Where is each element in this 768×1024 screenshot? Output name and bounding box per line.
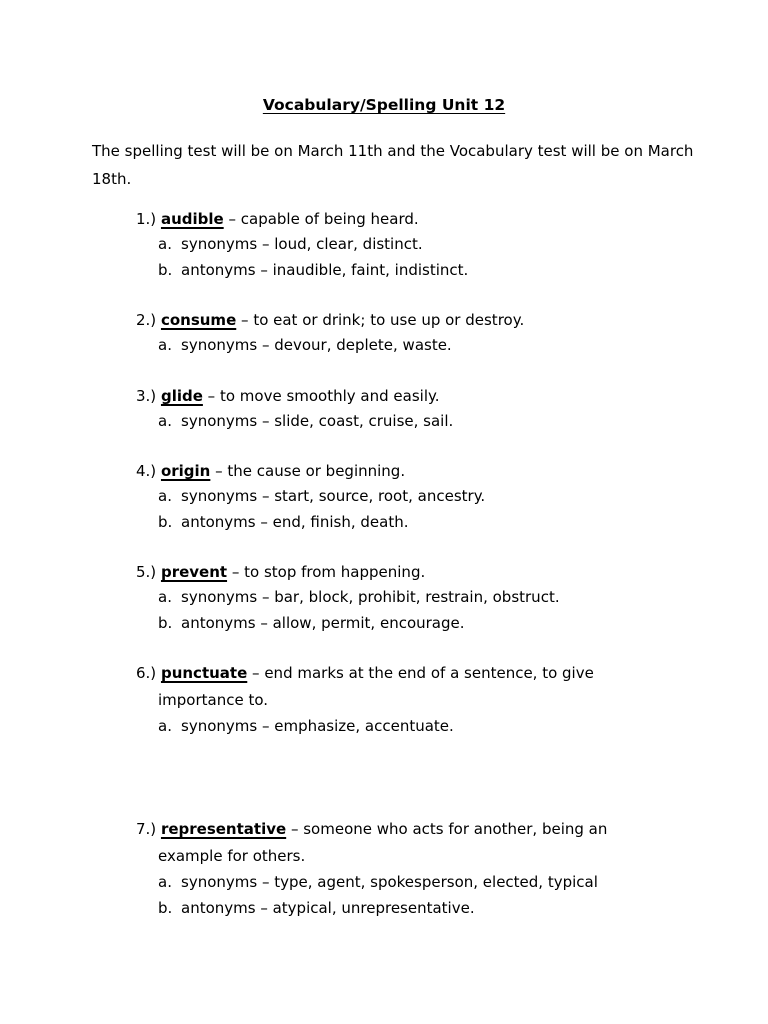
definition: someone who acts for another, being an bbox=[303, 820, 608, 838]
entry-number: 2.) bbox=[136, 311, 157, 329]
sub-text: synonyms – bar, block, prohibit, restrain, obstruct. bbox=[181, 588, 560, 606]
vocab-entry-consume bbox=[136, 307, 696, 359]
entry-number: 1.) bbox=[136, 210, 157, 228]
definition-continuation: importance to. bbox=[158, 691, 269, 709]
sub-text: synonyms – slide, coast, cruise, sail. bbox=[181, 412, 454, 430]
definition-dash: – bbox=[207, 387, 216, 405]
definition: to eat or drink; to use up or destroy. bbox=[253, 311, 525, 329]
entry-heading bbox=[136, 816, 696, 842]
entry-number: 6.) bbox=[136, 664, 157, 682]
synonyms-line bbox=[136, 333, 696, 359]
vocab-word: audible bbox=[160, 210, 224, 228]
definition: capable of being heard. bbox=[240, 210, 419, 228]
entry-heading bbox=[136, 458, 696, 484]
synonyms-line bbox=[136, 714, 696, 740]
entry-heading bbox=[136, 660, 696, 686]
entry-heading bbox=[136, 206, 696, 232]
synonyms-line bbox=[136, 484, 696, 510]
synonyms-line bbox=[136, 232, 696, 258]
entry-number: 5.) bbox=[136, 563, 157, 581]
definition-dash: – bbox=[290, 820, 299, 838]
synonyms-line bbox=[136, 870, 696, 896]
entry-heading bbox=[136, 559, 696, 585]
definition: to move smoothly and easily. bbox=[219, 387, 440, 405]
sub-letter: a. bbox=[158, 235, 172, 253]
antonyms-line bbox=[136, 258, 696, 284]
page-title: Vocabulary/Spelling Unit 12 bbox=[262, 96, 506, 114]
vocab-entry-glide bbox=[136, 383, 696, 435]
vocab-word: prevent bbox=[160, 563, 228, 581]
definition: end marks at the end of a sentence, to give bbox=[264, 664, 594, 682]
sub-text: antonyms – inaudible, faint, indistinct. bbox=[181, 260, 469, 279]
definition-dash: – bbox=[228, 210, 236, 228]
sub-text: antonyms – end, finish, death. bbox=[181, 512, 409, 531]
entry-heading bbox=[136, 307, 696, 333]
entry-number: 7.) bbox=[136, 820, 157, 838]
antonyms-line bbox=[136, 510, 696, 536]
sub-text: synonyms – emphasize, accentuate. bbox=[181, 717, 454, 735]
vocab-entry-representative bbox=[136, 816, 696, 921]
sub-letter: b. bbox=[158, 613, 173, 632]
vocab-entry-origin bbox=[136, 458, 696, 535]
vocab-word: consume bbox=[160, 311, 237, 329]
sub-text: synonyms – loud, clear, distinct. bbox=[181, 235, 423, 253]
entry-number: 3.) bbox=[136, 387, 157, 405]
synonyms-line bbox=[136, 585, 696, 611]
sub-letter: b. bbox=[158, 898, 173, 917]
definition-dash: – bbox=[231, 563, 240, 581]
sub-letter: a. bbox=[158, 588, 172, 606]
sub-text: antonyms – allow, permit, encourage. bbox=[181, 613, 465, 632]
definition-dash: – bbox=[252, 664, 260, 682]
antonyms-line bbox=[136, 896, 696, 922]
vocab-word: representative bbox=[160, 820, 287, 838]
vocab-word: origin bbox=[160, 462, 211, 480]
vocab-word: punctuate bbox=[160, 664, 248, 682]
definition: to stop from happening. bbox=[244, 563, 426, 581]
sub-text: antonyms – atypical, unrepresentative. bbox=[181, 898, 475, 917]
sub-letter: b. bbox=[158, 512, 173, 531]
sub-letter: a. bbox=[158, 487, 172, 505]
sub-text: synonyms – type, agent, spokesperson, elected, typical bbox=[181, 873, 598, 891]
vocab-entry-punctuate bbox=[136, 660, 696, 740]
sub-letter: a. bbox=[158, 873, 172, 891]
intro-paragraph: The spelling test will be on March 11th and the Vocabulary test will be on March 18th. bbox=[92, 142, 694, 188]
vocab-entry-prevent bbox=[136, 559, 696, 636]
synonyms-line bbox=[136, 409, 696, 435]
sub-letter: a. bbox=[158, 336, 172, 354]
vocab-entry-audible bbox=[136, 206, 696, 283]
antonyms-line bbox=[136, 611, 696, 637]
definition-continuation: example for others. bbox=[158, 847, 306, 865]
sub-letter: b. bbox=[158, 260, 173, 279]
definition: the cause or beginning. bbox=[227, 462, 406, 480]
entry-heading bbox=[136, 383, 696, 409]
entry-number: 4.) bbox=[136, 462, 157, 480]
definition-dash: – bbox=[215, 462, 223, 480]
sub-letter: a. bbox=[158, 717, 172, 735]
definition-dash: – bbox=[241, 311, 249, 329]
sub-letter: a. bbox=[158, 412, 172, 430]
sub-text: synonyms – devour, deplete, waste. bbox=[181, 336, 452, 354]
sub-text: synonyms – start, source, root, ancestry. bbox=[181, 487, 486, 505]
vocab-word: glide bbox=[160, 387, 203, 405]
